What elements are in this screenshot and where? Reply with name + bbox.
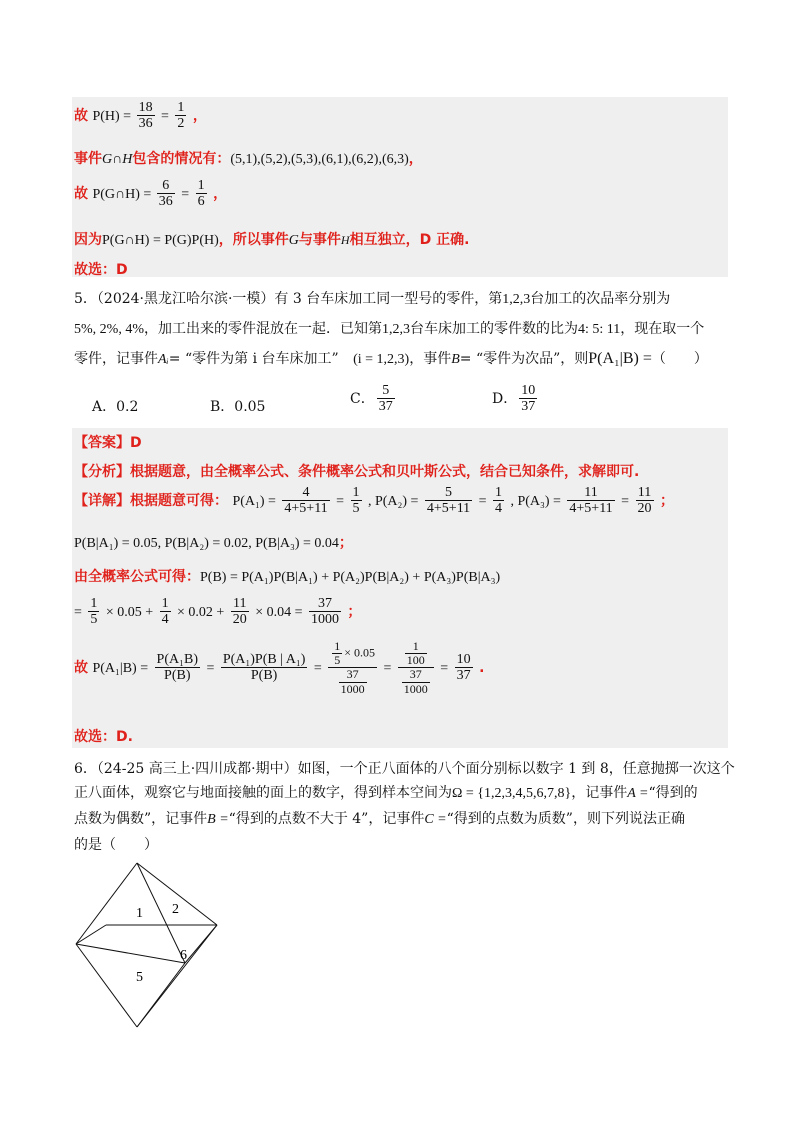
q6-line-3: 点数为偶数”，记事件B =“得到的点数不大于 4”，记事件C =“得到的点数为质数”，则下列说法正确 [74,811,685,827]
q5-line-3: 零件，记事件Aᵢ= “零件为第 i 台车床加工” (i = 1,2,3)，事件B= “零件为次品”，则P(A₁|B) =（ ） [74,350,708,367]
face-label-2: 2 [172,902,179,917]
octahedron-figure [70,855,230,1035]
q6-line-1: 6．（24-25 高三上·四川成都·期中）如图，一个正八面体的八个面分别标以数字 1 到 8，任意抛掷一次这个 [74,761,735,777]
edge [76,944,137,1027]
edge [76,925,106,944]
prev-line-4: 因为P(G∩H) = P(G)P(H)，所以事件G与事件H相互独立，D 正确. [74,232,470,248]
edge [185,925,217,963]
q6-line-4: 的是（ ） [74,837,158,853]
q5-choose: 故选：D. [74,729,133,745]
q5-option-c[interactable]: C． $\frac{5}{37}$ [350,383,393,415]
q5-line-1: 5．（2024·黑龙江哈尔滨·一模）有 3 台车床加工同一型号的零件，第1,2,3台加工的次品率分别为 [74,291,671,307]
q5-answer: 【答案】D [74,435,142,451]
q5-detail: 【详解】根据题意可得： P(A₁) = $\frac{4}{4+5+11}$ = $\frac{1}{5}$ , P(A₂) = $\frac{5}{4+5+11}$ = $\frac{1}{4}$ , P(A₃) = $\frac{11}{4+5+11}$ = $\frac{11}{20}$ ； [74,485,674,517]
face-label-5: 5 [136,970,143,985]
prev-line-1: 故 P(H) = $\frac{18}{36}$ = $\frac{1}{2}$ ， [74,100,207,132]
q5-bayes: 故 P(A₁|B) = $\frac{\text{P(A₁B)}}{P(B)}$ = $\frac{\text{P(A₁)P(B | A₁)}}{P(B)}$ = $\frac{1}{5}$ × 0.05 $\frac{37}{1000}$ = $\frac{\frac{1}{100}}{\frac{37}{1000}}$ = $\frac{10}{37}$ . [74,639,485,696]
face-label-1: 1 [136,906,143,921]
prev-choose: 故选：D [74,262,128,278]
q5-analysis: 【分析】根据题意，由全概率公式、条件概率公式和贝叶斯公式，结合已知条件，求解即可. [74,464,640,480]
q5-option-b[interactable]: B．0.05 [210,399,266,415]
q5-total-prob: 由全概率公式可得：P(B) = P(A₁)P(B|A₁) + P(A₂)P(B|A₂) + P(A₃)P(B|A₃) [74,569,501,585]
q5-option-a[interactable]: A．0.2 [92,399,139,415]
prev-line-2: 事件G∩H包含的情况有：(5,1),(5,2),(5,3),(6,1),(6,2),(6,3)， [74,151,423,167]
q5-calc: = $\frac{1}{5}$ × 0.05 + $\frac{1}{4}$ × 0.02 + $\frac{11}{20}$ × 0.04 = $\frac{37}{1000}$ ； [74,596,362,628]
edge [76,863,137,944]
q5-conditional: P(B|A₁) = 0.05, P(B|A₂) = 0.02, P(B|A₃) = 0.04； [74,535,353,551]
q5-line-2: 5%, 2%, 4%，加工出来的零件混放在一起．已知第1,2,3台车床加工的零件数的比为4: 5: 11，现在取一个 [74,321,705,337]
q5-option-d[interactable]: D． $\frac{10}{37}$ [492,383,536,415]
q6-line-2: 正八面体，观察它与地面接触的面上的数字，得到样本空间为Ω = {1,2,3,4,5,6,7,8}，记事件A =“得到的 [74,785,698,801]
prev-line-3: 故 P(G∩H) = $\frac{6}{36}$ = $\frac{1}{6}$ ， [74,178,228,210]
edge [137,963,185,1027]
face-label-6: 6 [180,948,187,963]
edge [76,944,185,963]
